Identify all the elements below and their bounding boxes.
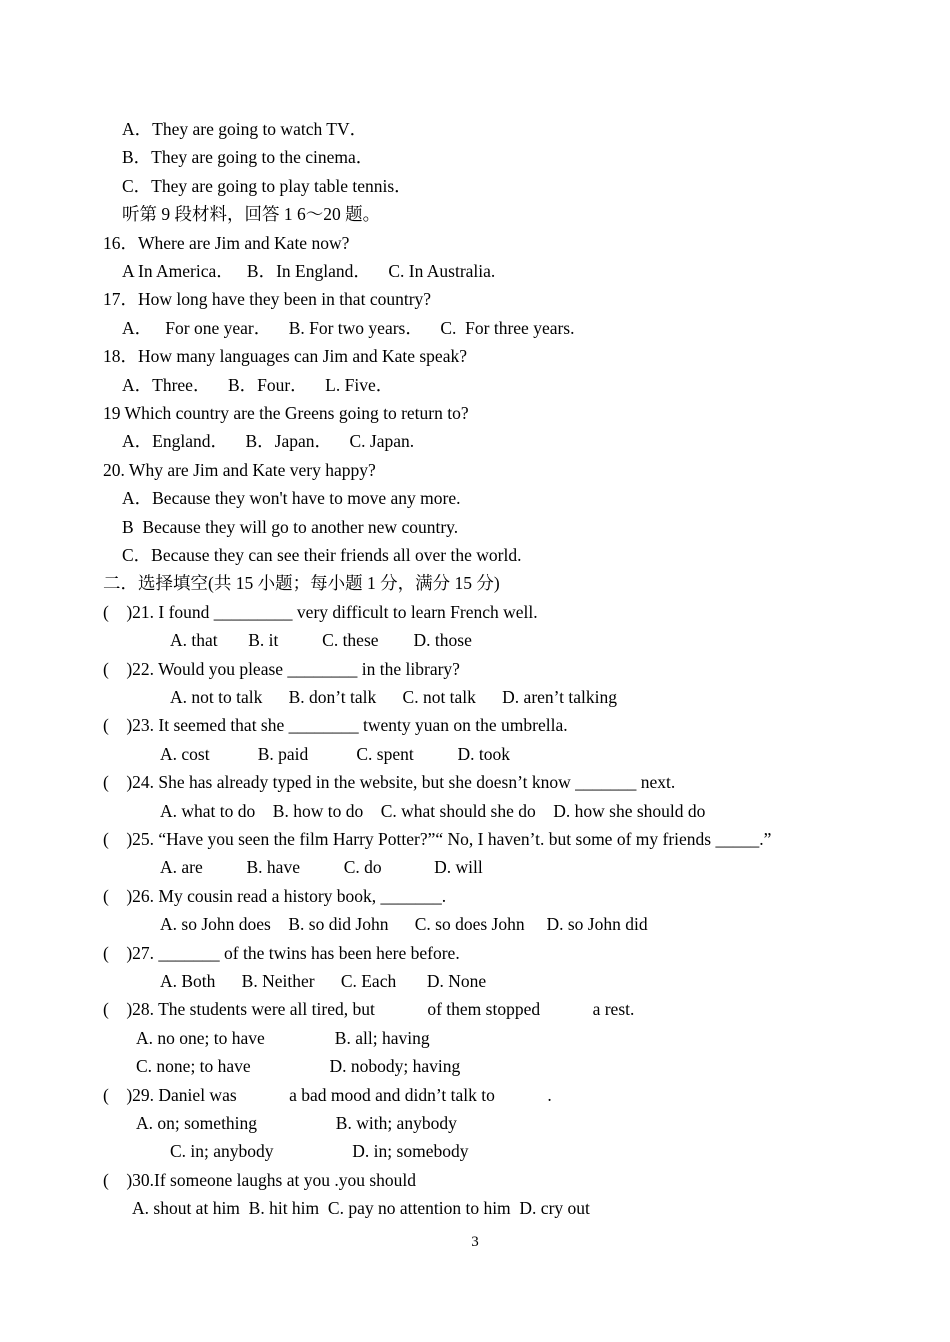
- question-21: ( )21. I found _________ very difficult to learn French well.: [103, 602, 538, 622]
- options-16: A In America． B．In England． C. In Australia.: [122, 261, 496, 281]
- options-19: A．England． B．Japan． C. Japan.: [122, 431, 415, 451]
- page-number: 3: [471, 1234, 479, 1250]
- option-20c: C．Because they can see their friends all over the world.: [122, 545, 522, 565]
- question-25: ( )25. “Have you seen the film Harry Potter?”“ No, I haven’t. but some of my friends _____.”: [103, 829, 772, 849]
- question-24: ( )24. She has already typed in the website, but she doesn’t know _______ next.: [103, 772, 676, 792]
- question-22: ( )22. Would you please ________ in the library?: [103, 659, 460, 679]
- options-22: A. not to talk B. don’t talk C. not talk D. aren’t talking: [170, 687, 618, 707]
- options-18: A．Three． B．Four． L. Five．: [122, 375, 394, 395]
- options-26: A. so John does B. so did John C. so does John D. so John did: [160, 914, 648, 934]
- section-instruction: 听第 9 段材料，回答 1 6～20 题。: [122, 204, 381, 224]
- option-15a: A．They are going to watch TV．: [122, 119, 368, 139]
- options-25: A. are B. have C. do D. will: [160, 857, 483, 877]
- options-23: A. cost B. paid C. spent D. took: [160, 744, 510, 764]
- question-29: ( )29. Daniel was a bad mood and didn’t talk to .: [103, 1085, 552, 1105]
- options-24: A. what to do B. how to do C. what should she do D. how she should do: [160, 801, 706, 821]
- options-27: A. Both B. Neither C. Each D. None: [160, 971, 487, 991]
- question-18: 18．How many languages can Jim and Kate speak?: [103, 346, 467, 366]
- options-21: A. that B. it C. these D. those: [170, 630, 472, 650]
- question-26: ( )26. My cousin read a history book, _______.: [103, 886, 447, 906]
- question-28: ( )28. The students were all tired, but of them stopped a rest.: [103, 999, 635, 1019]
- options-28-cd: C. none; to have D. nobody; having: [136, 1056, 461, 1076]
- question-23: ( )23. It seemed that she ________ twenty yuan on the umbrella.: [103, 715, 568, 735]
- question-20: 20. Why are Jim and Kate very happy?: [103, 460, 376, 480]
- question-30: ( )30.If someone laughs at you .you should: [103, 1170, 417, 1190]
- options-29-cd: C. in; anybody D. in; somebody: [170, 1141, 469, 1161]
- options-17: A． For one year． B. For two years． C. For three years.: [122, 318, 575, 338]
- question-17: 17．How long have they been in that country?: [103, 289, 432, 309]
- option-20a: A．Because they won't have to move any more.: [122, 488, 461, 508]
- option-15b: B．They are going to the cinema．: [122, 147, 374, 167]
- option-15c: C．They are going to play table tennis．: [122, 176, 412, 196]
- options-30: A. shout at him B. hit him C. pay no attention to him D. cry out: [132, 1198, 590, 1218]
- question-16: 16．Where are Jim and Kate now?: [103, 233, 350, 253]
- question-19: 19 Which country are the Greens going to return to?: [103, 403, 469, 423]
- option-20b: B Because they will go to another new country.: [122, 517, 459, 537]
- question-27: ( )27. _______ of the twins has been here before.: [103, 943, 460, 963]
- section-two-heading: 二．选择填空(共 15 小题；每小题 1 分，满分 15 分): [103, 573, 500, 593]
- options-28-ab: A. no one; to have B. all; having: [136, 1028, 430, 1048]
- options-29-ab: A. on; something B. with; anybody: [136, 1113, 457, 1133]
